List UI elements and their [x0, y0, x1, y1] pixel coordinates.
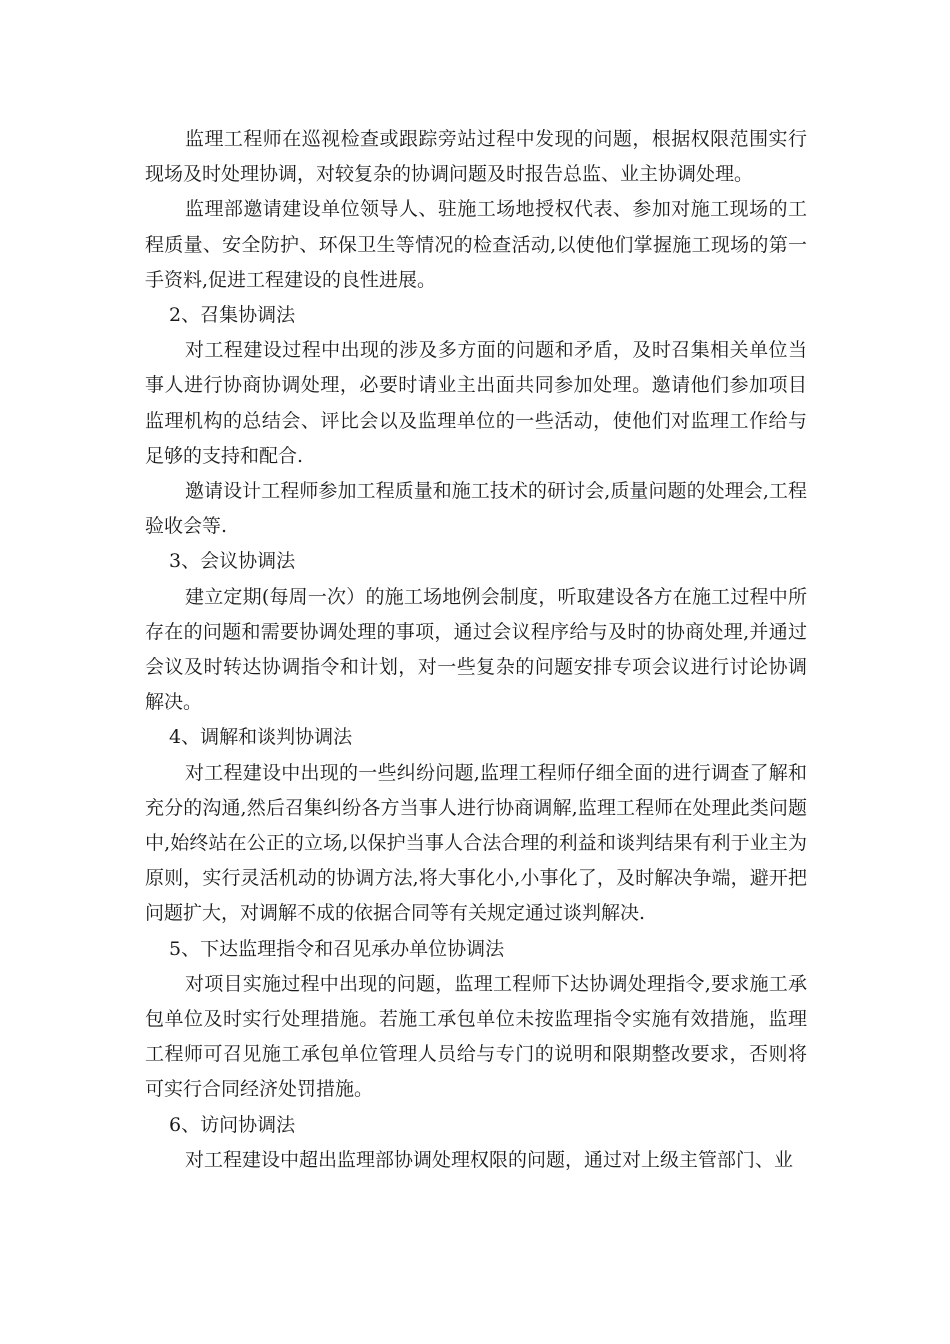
body-paragraph: 对工程建设中超出监理部协调处理权限的问题，通过对上级主管部门、业 — [185, 1148, 794, 1171]
section-heading: 2、召集协调法 — [169, 304, 296, 327]
document-body — [145, 122, 807, 1178]
body-paragraph: 对项目实施过程中出现的问题，监理工程师下达协调处理指令,要求施工承包单位及时实行处理措施。若施工承包单位未按监理指令实施有效措施，监理工程师可召见施工承包单位管理人员给与专门的说明和限期整改要求，否则将可实行合同经济处罚措施。 — [145, 972, 807, 1101]
body-paragraph: 建立定期(每周一次）的施工场地例会制度，听取建设各方在施工过程中所存在的问题和需要协调处理的事项，通过会议程序给与及时的协商处理,并通过会议及时转达协调指令和计划，对一些复杂的问题安排专项会议进行讨论协调解决。 — [145, 585, 807, 714]
body-paragraph: 监理工程师在巡视检查或跟踪旁站过程中发现的问题，根据权限范围实行现场及时处理协调，对较复杂的协调问题及时报告总监、业主协调处理。 — [145, 128, 807, 186]
section-heading: 5、下达监理指令和召见承办单位协调法 — [169, 937, 505, 960]
body-paragraph: 邀请设计工程师参加工程质量和施工技术的研讨会,质量问题的处理会,工程验收会等. — [145, 480, 807, 538]
body-paragraph: 对工程建设中出现的一些纠纷问题,监理工程师仔细全面的进行调查了解和充分的沟通,然后召集纠纷各方当事人进行协商调解,监理工程师在处理此类问题中,始终站在公正的立场,以保护当事人合法合理的利益和谈判结果有利于业主为原则，实行灵活机动的协调方法,将大事化小,小事化了，及时解决争端，避开把问题扩大，对调解不成的依据合同等有关规定通过谈判解决. — [145, 761, 807, 925]
section-heading: 3、会议协调法 — [169, 550, 296, 573]
section-heading: 6、访问协调法 — [169, 1113, 296, 1136]
body-paragraph: 监理部邀请建设单位领导人、驻施工场地授权代表、参加对施工现场的工程质量、安全防护、环保卫生等情况的检查活动,以使他们掌握施工现场的第一手资料,促进工程建设的良性进展。 — [145, 198, 807, 291]
section-heading: 4、调解和谈判协调法 — [169, 726, 353, 749]
body-paragraph: 对工程建设过程中出现的涉及多方面的问题和矛盾，及时召集相关单位当事人进行协商协调处理，必要时请业主出面共同参加处理。邀请他们参加项目监理机构的总结会、评比会以及监理单位的一些活动，使他们对监理工作给与足够的支持和配合. — [145, 339, 807, 467]
